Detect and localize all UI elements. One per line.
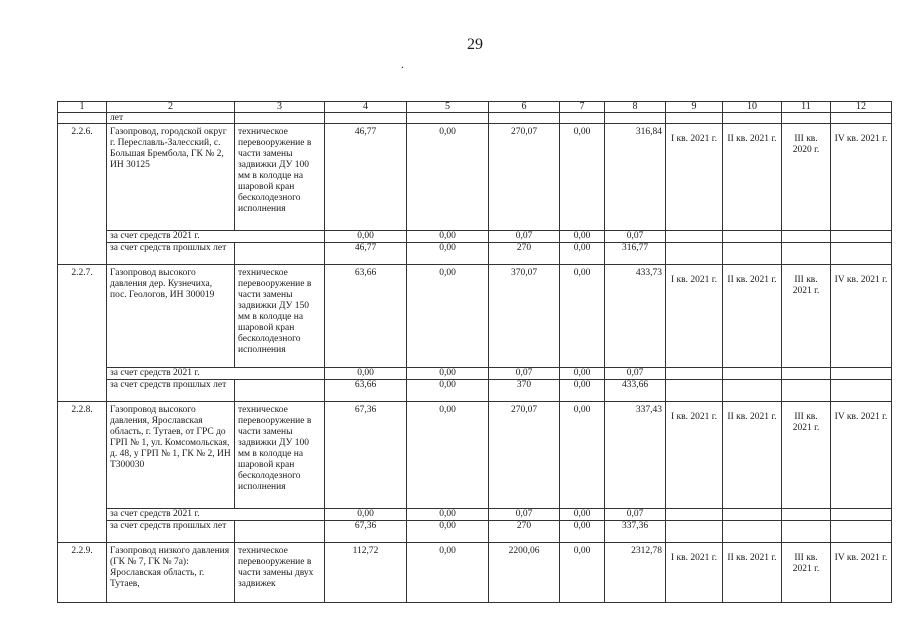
column-header: 9 bbox=[666, 102, 723, 113]
funding-row bbox=[58, 368, 892, 380]
item-description: техническое перевооружение в части замены задвижки ДУ 100 мм в колодце на шаровой кран бесколодезного исполнения bbox=[235, 402, 325, 509]
column-header: 6 bbox=[489, 102, 560, 113]
funding-label: за счет средств 2021 г. bbox=[107, 368, 325, 380]
column-header: 11 bbox=[782, 102, 831, 113]
value-col8: 337,43 bbox=[605, 402, 666, 509]
value-col4: 46,77 bbox=[325, 243, 407, 265]
value-col8: 433,73 bbox=[605, 265, 666, 368]
continuation-cell bbox=[58, 113, 107, 124]
value-col4: 112,72 bbox=[325, 543, 407, 603]
column-header: 7 bbox=[560, 102, 605, 113]
quarter-col12: IV кв. 2021 г. bbox=[831, 402, 892, 509]
funding-row bbox=[58, 509, 892, 521]
value-col6: 0,07 bbox=[489, 368, 560, 380]
value-col6: 0,07 bbox=[489, 509, 560, 521]
value-col5: 0,00 bbox=[407, 402, 489, 509]
table-row bbox=[58, 124, 892, 231]
value-col7: 0,00 bbox=[560, 402, 605, 509]
value-col5: 0,00 bbox=[407, 521, 489, 543]
value-col7: 0,00 bbox=[560, 543, 605, 603]
value-col5: 0,00 bbox=[407, 543, 489, 603]
continuation-row bbox=[58, 113, 892, 124]
value-col7: 0,00 bbox=[560, 124, 605, 231]
quarter-col10: II кв. 2021 г. bbox=[723, 402, 782, 509]
funding-label: за счет средств 2021 г. bbox=[107, 231, 325, 243]
quarter-col12: IV кв. 2021 г. bbox=[831, 543, 892, 603]
value-col6: 270,07 bbox=[489, 402, 560, 509]
value-col6: 370,07 bbox=[489, 265, 560, 368]
value-col8: 316,77 bbox=[605, 243, 666, 265]
quarter-col11: III кв. 2021 г. bbox=[782, 265, 831, 368]
funding-label: за счет средств прошлых лет bbox=[107, 380, 235, 402]
value-col4: 63,66 bbox=[325, 265, 407, 368]
value-col7: 0,00 bbox=[560, 521, 605, 543]
item-description: техническое перевооружение в части замены задвижки ДУ 100 мм в колодце на шаровой кран бесколодезного исполнения bbox=[235, 124, 325, 231]
quarter-col9: I кв. 2021 г. bbox=[666, 124, 723, 231]
item-description: техническое перевооружение в части замены задвижки ДУ 150 мм в колодце на шаровой кран бесколодезного исполнения bbox=[235, 265, 325, 368]
value-col6: 2200,06 bbox=[489, 543, 560, 603]
quarter-col12: IV кв. 2021 г. bbox=[831, 124, 892, 231]
value-col4: 67,36 bbox=[325, 402, 407, 509]
item-description: техническое перевооружение в части замены двух задвижек bbox=[235, 543, 325, 603]
quarter-col11: III кв. 2020 г. bbox=[782, 124, 831, 231]
value-col7: 0,00 bbox=[560, 243, 605, 265]
quarter-col10: II кв. 2021 г. bbox=[723, 124, 782, 231]
scan-dot: . bbox=[401, 57, 404, 71]
column-header: 12 bbox=[831, 102, 892, 113]
value-col7: 0,00 bbox=[560, 509, 605, 521]
item-code: 2.2.9. bbox=[58, 543, 107, 603]
value-col4: 0,00 bbox=[325, 368, 407, 380]
value-col7: 0,00 bbox=[560, 265, 605, 368]
funding-row bbox=[58, 380, 892, 402]
funding-row bbox=[58, 231, 892, 243]
table-row bbox=[58, 543, 892, 603]
column-header: 4 bbox=[325, 102, 407, 113]
value-col6: 270,07 bbox=[489, 124, 560, 231]
value-col8: 337,36 bbox=[605, 521, 666, 543]
value-col8: 0,07 bbox=[605, 368, 666, 380]
value-col5: 0,00 bbox=[407, 124, 489, 231]
value-col6: 0,07 bbox=[489, 231, 560, 243]
quarter-col10: II кв. 2021 г. bbox=[723, 265, 782, 368]
value-col7: 0,00 bbox=[560, 231, 605, 243]
value-col4: 0,00 bbox=[325, 509, 407, 521]
column-header: 1 bbox=[58, 102, 107, 113]
column-header: 3 bbox=[235, 102, 325, 113]
quarter-col11: III кв. 2021 г. bbox=[782, 402, 831, 509]
value-col8: 0,07 bbox=[605, 509, 666, 521]
funding-label: за счет средств прошлых лет bbox=[107, 521, 235, 543]
quarter-col11: III кв. 2021 г. bbox=[782, 543, 831, 603]
value-col8: 316,84 bbox=[605, 124, 666, 231]
value-col8: 0,07 bbox=[605, 231, 666, 243]
investment-table bbox=[57, 101, 892, 603]
table-row bbox=[58, 265, 892, 368]
page-number: 29 bbox=[467, 36, 483, 53]
value-col8: 2312,78 bbox=[605, 543, 666, 603]
value-col5: 0,00 bbox=[407, 368, 489, 380]
column-header: 10 bbox=[723, 102, 782, 113]
value-col5: 0,00 bbox=[407, 380, 489, 402]
quarter-col12: IV кв. 2021 г. bbox=[831, 265, 892, 368]
column-header-row bbox=[58, 102, 892, 113]
column-header: 5 bbox=[407, 102, 489, 113]
column-header: 8 bbox=[605, 102, 666, 113]
value-col7: 0,00 bbox=[560, 380, 605, 402]
value-col6: 270 bbox=[489, 521, 560, 543]
value-col4: 63,66 bbox=[325, 380, 407, 402]
item-name: Газопровод высокого давления дер. Кузнечиха, пос. Геологов, ИН 300019 bbox=[107, 265, 235, 368]
value-col5: 0,00 bbox=[407, 243, 489, 265]
item-name: Газопровод низкого давления (ГК № 7, ГК № 7а): Ярославская область, г. Тутаев, bbox=[107, 543, 235, 603]
value-col5: 0,00 bbox=[407, 509, 489, 521]
value-col6: 270 bbox=[489, 243, 560, 265]
value-col4: 46,77 bbox=[325, 124, 407, 231]
value-col7: 0,00 bbox=[560, 368, 605, 380]
value-col6: 370 bbox=[489, 380, 560, 402]
value-col8: 433,66 bbox=[605, 380, 666, 402]
value-col5: 0,00 bbox=[407, 265, 489, 368]
item-code: 2.2.6. bbox=[58, 124, 107, 265]
quarter-col9: I кв. 2021 г. bbox=[666, 543, 723, 603]
table-row bbox=[58, 402, 892, 509]
quarter-col9: I кв. 2021 г. bbox=[666, 265, 723, 368]
item-name: Газопровод высокого давления, Ярославская область, г. Тутаев, от ГРС до ГРП № 1, ул. Комсомольская, д. 48, у ГРП № 1, ГК № 2, ИН Т300030 bbox=[107, 402, 235, 509]
quarter-col10: II кв. 2021 г. bbox=[723, 543, 782, 603]
quarter-col9: I кв. 2021 г. bbox=[666, 402, 723, 509]
value-col4: 0,00 bbox=[325, 231, 407, 243]
item-code: 2.2.8. bbox=[58, 402, 107, 543]
funding-row bbox=[58, 243, 892, 265]
value-col4: 67,36 bbox=[325, 521, 407, 543]
value-col5: 0,00 bbox=[407, 231, 489, 243]
item-name: Газопровод, городской округ г. Переславль-Залесский, с. Большая Брембола, ГК № 2, ИН 30125 bbox=[107, 124, 235, 231]
funding-row bbox=[58, 521, 892, 543]
column-header: 2 bbox=[107, 102, 235, 113]
continuation-text: лет bbox=[107, 113, 235, 124]
funding-label: за счет средств прошлых лет bbox=[107, 243, 235, 265]
funding-label: за счет средств 2021 г. bbox=[107, 509, 325, 521]
item-code: 2.2.7. bbox=[58, 265, 107, 402]
